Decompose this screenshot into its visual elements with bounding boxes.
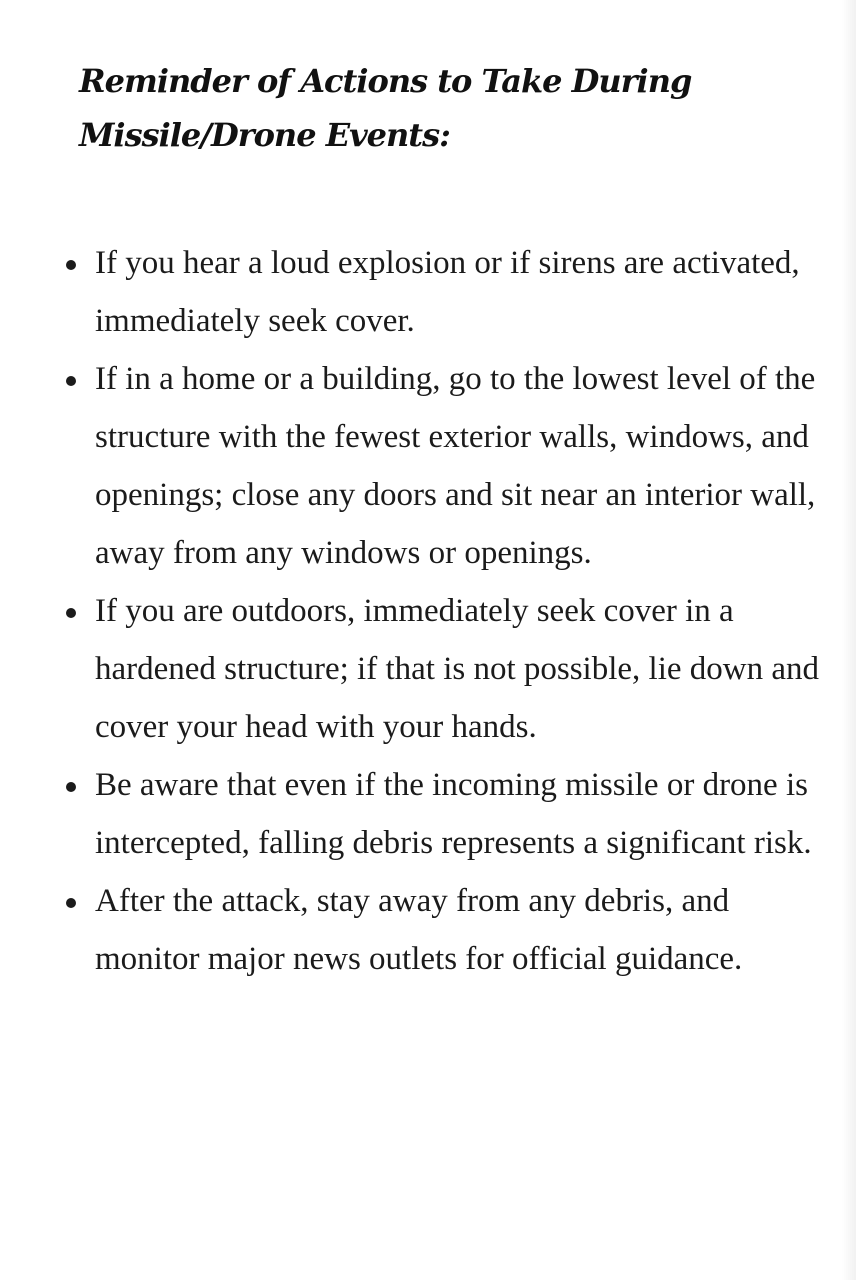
list-item	[62, 872, 822, 988]
heading-line-1: Reminder of Actions to Take During	[79, 62, 692, 100]
actions-list	[62, 234, 822, 988]
list-item-text: If you hear a loud explosion or if sirens are activated, immediately seek cover.	[95, 245, 800, 339]
bullet-icon	[66, 782, 76, 792]
bullet-icon	[66, 376, 76, 386]
list-item-text: Be aware that even if the incoming missile or drone is intercepted, falling debris represents a significant risk.	[95, 767, 812, 861]
bullet-icon	[66, 260, 76, 270]
page-edge-shadow	[842, 0, 856, 1280]
list-item-text: After the attack, stay away from any debris, and monitor major news outlets for official guidance.	[95, 883, 743, 977]
bullet-icon	[66, 898, 76, 908]
list-item-text: If in a home or a building, go to the lowest level of the structure with the fewest exterior walls, windows, and openings; close any doors and sit near an interior wall, away from any windows or openings.	[95, 361, 816, 571]
heading-line-2: Missile/Drone Events:	[79, 116, 450, 154]
list-item	[62, 582, 822, 756]
section-heading	[79, 54, 779, 162]
bullet-icon	[66, 608, 76, 618]
list-item-text: If you are outdoors, immediately seek cover in a hardened structure; if that is not possible, lie down and cover your head with your hands.	[95, 593, 820, 745]
list-item	[62, 350, 822, 582]
list-item	[62, 234, 822, 350]
list-item	[62, 756, 822, 872]
